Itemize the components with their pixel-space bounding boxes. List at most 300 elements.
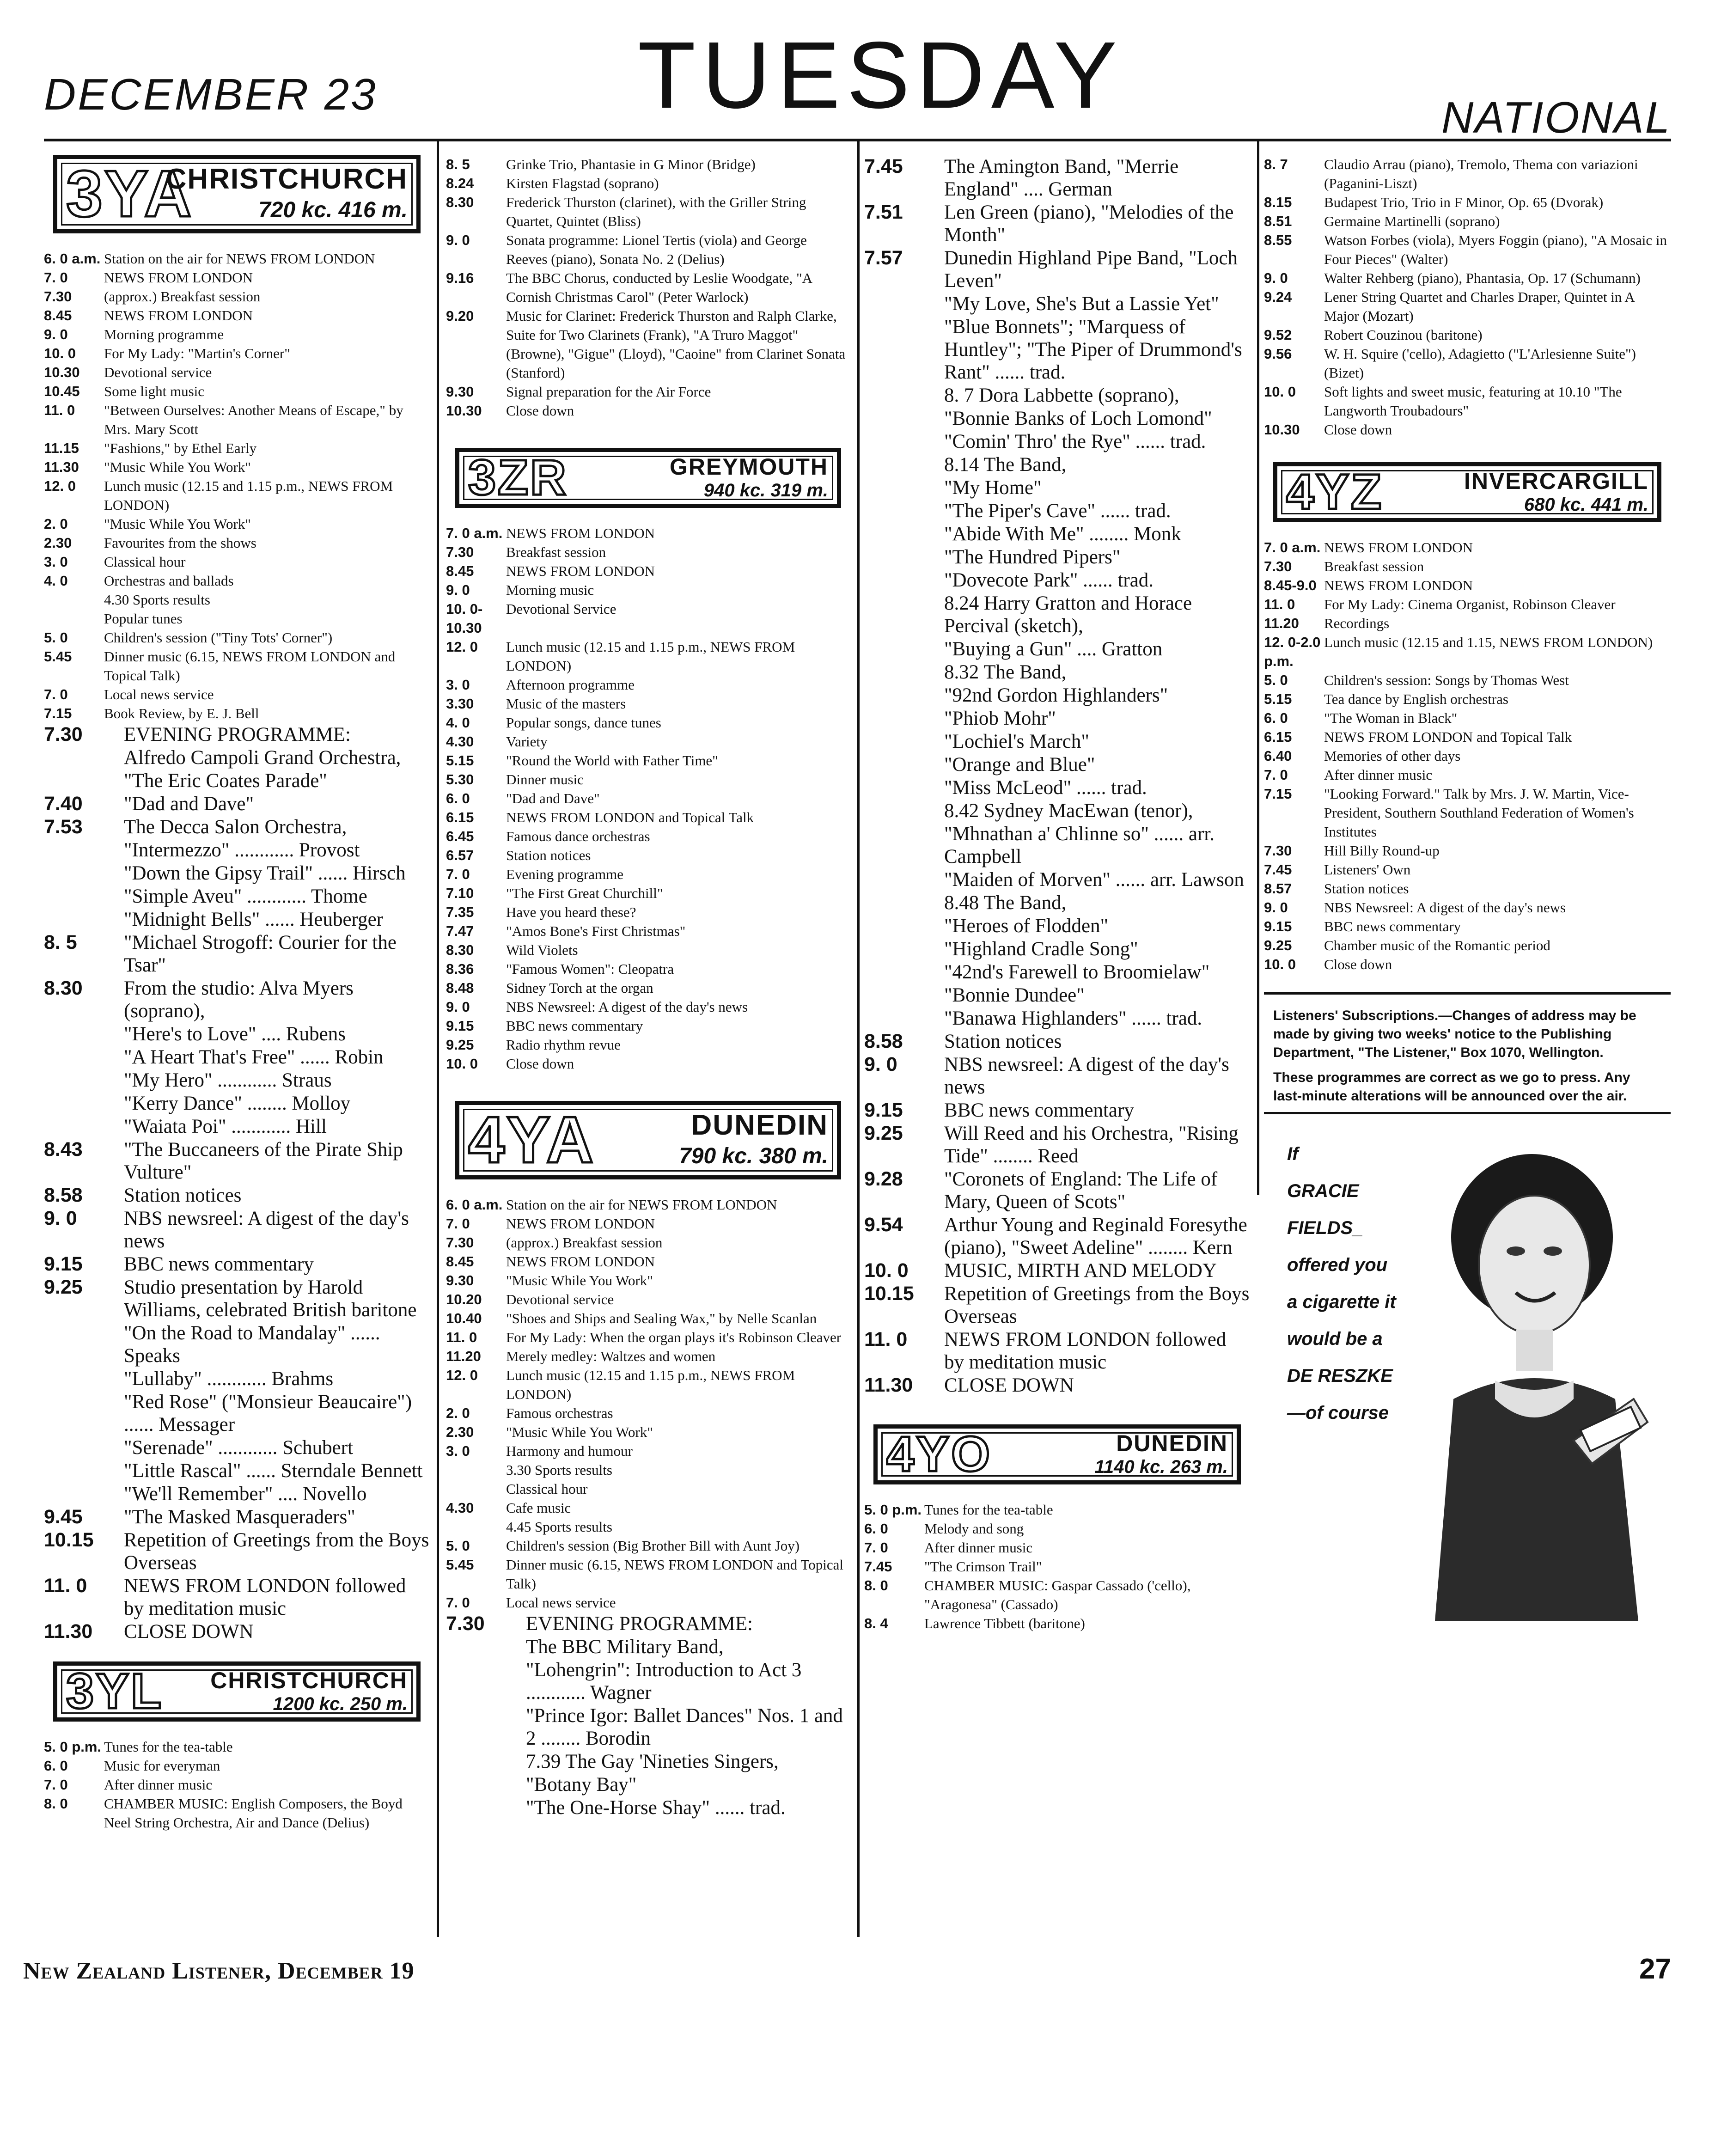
programme-title: Lunch music (12.15 and 1.15 p.m., NEWS FROM LONDON) — [104, 478, 393, 513]
programme-time: 5. 0 — [44, 629, 68, 646]
programme-title: NEWS FROM LONDON — [506, 1253, 655, 1270]
column-divider — [1257, 141, 1259, 1195]
programme-item — [44, 931, 430, 977]
programme-title: CHAMBER MUSIC: Gaspar Cassado ('cello), "Aragonesa" (Cassado) — [924, 1577, 1191, 1612]
programme-title: Studio presentation by Harold Williams, celebrated British baritone — [124, 1276, 417, 1321]
programme-time: 9. 0 — [446, 582, 470, 598]
programme-title: The Decca Salon Orchestra, — [124, 816, 347, 838]
subscriptions-notice — [1264, 1007, 1671, 1105]
programme-item — [446, 694, 850, 713]
programme-title: Lawrence Tibbett (baritone) — [924, 1615, 1085, 1631]
programme-time: 11.30 — [44, 459, 79, 475]
programme-title: "42nd's Farewell to Broomielaw" — [944, 961, 1210, 983]
programme-title: NEWS FROM LONDON — [1324, 539, 1473, 556]
programme-item — [864, 1007, 1250, 1030]
programme-title: Have you heard these? — [506, 904, 636, 920]
programme-title: NEWS FROM LONDON — [104, 269, 253, 286]
programme-time: 7.30 — [44, 723, 83, 745]
programme-time: 9.25 — [864, 1122, 903, 1144]
programme-title: "The First Great Churchill" — [506, 885, 663, 901]
programme-item — [446, 675, 850, 694]
ad-brand: DE RESZKE — [1287, 1366, 1393, 1386]
programme-title: "Bonnie Banks of Loch Lomond" — [944, 408, 1212, 429]
address-notice: Listeners' Subscriptions.—Changes of address may be made by giving two weeks' notice to the Publishing Department, "The Listener," Box 1070, Wellington. — [1273, 1008, 1636, 1060]
programme-title: "Famous Women": Cleopatra — [506, 961, 674, 977]
programme-title: "The Buccaneers of the Pirate Ship Vulture" — [124, 1139, 403, 1183]
station-city: DUNEDIN — [691, 1109, 828, 1141]
programme-title: After dinner music — [1324, 767, 1433, 783]
station-frequency: 720 kc. 416 m. — [258, 198, 408, 222]
programme-time: 8.36 — [446, 961, 474, 977]
programme-title: 3.30 Sports results — [506, 1462, 612, 1478]
programme-title: "The One-Horse Shay" ...... trad. — [526, 1797, 786, 1819]
programme-item — [446, 1773, 850, 1796]
programme-item — [446, 1612, 850, 1635]
programme-title: Devotional Service — [506, 601, 616, 617]
programme-time: 6. 0 — [446, 790, 470, 806]
programme-item — [446, 922, 850, 941]
programme-item — [446, 1460, 850, 1479]
call-sign: 4YA — [468, 1103, 596, 1177]
programme-title: 8.42 Sydney MacEwan (tenor), — [944, 800, 1193, 822]
programme-item — [44, 571, 430, 590]
schedule-4yo-continued — [1264, 155, 1671, 439]
programme-item — [446, 1404, 850, 1423]
programme-item — [44, 770, 430, 792]
programme-title: NBS newsreel: A digest of the day's news — [124, 1208, 409, 1252]
programme-title: Variety — [506, 733, 548, 750]
programme-time: 7.30 — [446, 1612, 485, 1635]
programme-time: 9.25 — [1264, 937, 1292, 953]
programme-time: 6. 0 a.m. — [44, 250, 101, 267]
programme-time: 4.30 — [446, 733, 474, 750]
programme-item — [44, 325, 430, 344]
programme-time: 8.45 — [446, 1253, 474, 1270]
divider — [1264, 992, 1671, 995]
programme-title: Children's session (Big Brother Bill with Aunt Joy) — [506, 1538, 800, 1554]
programme-title: Classical hour — [104, 554, 186, 570]
programme-item — [44, 885, 430, 908]
programme-item — [1264, 671, 1671, 690]
programme-time: 7.30 — [446, 544, 474, 560]
programme-item — [1264, 155, 1671, 193]
programme-title: "Waiata Poi" ............ Hill — [124, 1116, 327, 1137]
programme-item — [44, 1138, 430, 1184]
programme-time: 6. 0 — [44, 1758, 68, 1774]
programme-time: 4. 0 — [44, 573, 68, 589]
programme-item — [446, 1054, 850, 1073]
programme-title: 8.14 The Band, — [944, 454, 1067, 476]
programme-item — [446, 827, 850, 846]
programme-title: "Music While You Work" — [104, 516, 251, 532]
programme-time: 8.30 — [44, 977, 83, 999]
programme-item — [446, 1750, 850, 1773]
programme-item — [44, 1756, 430, 1775]
programme-item — [44, 1368, 430, 1390]
programme-item — [44, 1436, 430, 1459]
programme-time: 5.15 — [1264, 691, 1292, 707]
programme-item — [44, 1322, 430, 1367]
programme-title: For My Lady: When the organ plays it's Robinson Cleaver — [506, 1329, 842, 1345]
station-header-4ya — [446, 1101, 850, 1179]
ad-line: offered you — [1287, 1255, 1388, 1275]
programme-time: 2. 0 — [44, 516, 68, 532]
programme-title: "Banawa Highlanders" ...... trad. — [944, 1008, 1202, 1029]
programme-item — [1264, 860, 1671, 879]
programme-title: Signal preparation for the Air Force — [506, 384, 711, 400]
programme-title: Station notices — [124, 1185, 242, 1206]
schedule-3zr — [446, 524, 850, 1073]
programme-time: 3. 0 — [446, 1443, 470, 1459]
programme-title: Walter Rehberg (piano), Phantasia, Op. 17 (Schumann) — [1324, 270, 1641, 286]
programme-title: Close down — [1324, 956, 1392, 972]
ad-line: If — [1287, 1144, 1299, 1164]
programme-title: Classical hour — [506, 1481, 588, 1497]
programme-title: Will Reed and his Orchestra, "Rising Tide" ........ Reed — [944, 1123, 1239, 1167]
programme-title: Radio rhythm revue — [506, 1037, 621, 1053]
programme-title: Tea dance by English orchestras — [1324, 691, 1508, 707]
programme-title: The Amington Band, "Merrie England" .... German — [944, 156, 1179, 200]
programme-time: 6.40 — [1264, 748, 1292, 764]
programme-item — [864, 1214, 1250, 1259]
programme-time: 6. 0 a.m. — [446, 1197, 503, 1213]
programme-title: NEWS FROM LONDON — [104, 307, 253, 324]
programme-time: 9.30 — [446, 384, 474, 400]
programme-title: "Miss McLeod" ...... trad. — [944, 777, 1147, 799]
programme-title: Tunes for the tea-table — [104, 1739, 233, 1755]
programme-title: Devotional service — [104, 364, 212, 380]
programme-item — [864, 247, 1250, 292]
programme-item — [446, 808, 850, 827]
programme-time: 10. 0 — [864, 1259, 909, 1282]
programme-title: Local news service — [104, 686, 214, 702]
programme-title: "Midnight Bells" ...... Heuberger — [124, 909, 383, 930]
programme-item — [1264, 287, 1671, 325]
programme-item — [44, 1092, 430, 1115]
programme-title: "92nd Gordon Highlanders" — [944, 684, 1168, 706]
programme-title: Len Green (piano), "Melodies of the Month" — [944, 202, 1234, 246]
programme-title: "On the Road to Mandalay" ...... Speaks — [124, 1322, 380, 1367]
programme-item — [446, 382, 850, 401]
programme-time: 9.28 — [864, 1168, 903, 1190]
programme-item — [44, 685, 430, 704]
programme-time: 9. 0 — [446, 999, 470, 1015]
programme-time: 2.30 — [44, 535, 72, 551]
programme-time: 11.15 — [44, 440, 79, 456]
programme-title: "Here's to Love" .... Rubens — [124, 1023, 346, 1045]
programme-title: CLOSE DOWN — [124, 1621, 254, 1643]
programme-time: 5.30 — [446, 771, 474, 788]
programme-time: 9. 0 — [1264, 270, 1288, 286]
programme-item — [44, 977, 430, 1022]
programme-time: 9.16 — [446, 270, 474, 286]
station-frequency: 940 kc. 319 m. — [703, 480, 828, 501]
programme-title: Popular tunes — [104, 611, 183, 627]
programme-item — [446, 193, 850, 231]
programme-title: "My Love, She's But a Lassie Yet" — [944, 293, 1219, 315]
programme-title: Harmony and humour — [506, 1443, 633, 1459]
station-city: CHRISTCHURCH — [165, 163, 408, 195]
programme-title: Music of the masters — [506, 696, 626, 712]
programme-item — [446, 997, 850, 1016]
programme-time: 6. 0 — [1264, 710, 1288, 726]
programme-time: 7.57 — [864, 247, 903, 269]
programme-title: BBC news commentary — [944, 1099, 1134, 1121]
programme-time: 12. 0 — [44, 478, 76, 494]
programme-time: 7.47 — [446, 923, 474, 939]
programme-title: Kirsten Flagstad (soprano) — [506, 175, 659, 191]
programme-title: CHAMBER MUSIC: English Composers, the Boyd Neel String Orchestra, Air and Dance (Delius) — [104, 1796, 403, 1831]
programme-time: 9.15 — [864, 1099, 903, 1121]
programme-title: "Phiob Mohr" — [944, 708, 1056, 729]
programme-item — [44, 1775, 430, 1794]
programme-title: "The Piper's Cave" ...... trad. — [944, 500, 1171, 522]
programme-item — [446, 1271, 850, 1290]
programme-item — [864, 523, 1250, 545]
programme-item — [1264, 633, 1671, 671]
programme-item — [446, 770, 850, 789]
programme-item — [44, 704, 430, 723]
programme-item — [446, 1016, 850, 1035]
programme-title: "Looking Forward." Talk by Mrs. J. W. Martin, Vice-President, Southern Southland Federation of Women's Institutes — [1324, 786, 1634, 840]
ad-line: GRACIE — [1287, 1181, 1359, 1201]
programme-time: 9.15 — [44, 1253, 83, 1275]
programme-title: "Orange and Blue" — [944, 754, 1095, 776]
programme-time: 11.20 — [446, 1348, 481, 1364]
programme-item — [446, 959, 850, 978]
ad-line: a cigarette it — [1287, 1292, 1396, 1312]
call-sign: 3ZR — [468, 449, 568, 505]
programme-title: Merely medley: Waltzes and women — [506, 1348, 716, 1364]
programme-title: For My Lady: "Martin's Corner" — [104, 345, 290, 361]
programme-time: 11. 0 — [1264, 596, 1295, 612]
programme-item — [864, 707, 1250, 730]
programme-item — [44, 458, 430, 476]
programme-item — [44, 1794, 430, 1832]
programme-title: "Lullaby" ............ Brahms — [124, 1368, 334, 1390]
programme-title: NBS Newsreel: A digest of the day's news — [506, 999, 748, 1015]
programme-item — [44, 533, 430, 552]
programme-title: "Lochiel's March" — [944, 731, 1089, 752]
programme-item — [446, 1309, 850, 1328]
call-sign: 3YA — [66, 157, 194, 231]
programme-title: Music for everyman — [104, 1758, 220, 1774]
programme-item — [864, 1259, 1250, 1282]
programme-item — [446, 884, 850, 903]
programme-item — [446, 732, 850, 751]
programme-title: Dinner music — [506, 771, 584, 788]
programme-title: Budapest Trio, Trio in F Minor, Op. 65 (Dvorak) — [1324, 194, 1604, 210]
programme-time: 6.15 — [446, 809, 474, 825]
programme-time: 8.55 — [1264, 232, 1292, 248]
programme-item — [446, 941, 850, 959]
station-city: DUNEDIN — [1116, 1430, 1228, 1456]
programme-item — [864, 1053, 1250, 1099]
programme-item — [1264, 614, 1671, 633]
programme-time: 10. 0-10.30 — [446, 601, 483, 636]
programme-item — [44, 590, 430, 609]
programme-title: BBC news commentary — [1324, 918, 1461, 934]
programme-item — [44, 1460, 430, 1482]
programme-title: BBC news commentary — [506, 1018, 643, 1034]
programme-title: Breakfast session — [1324, 558, 1424, 574]
column-4 — [1264, 155, 1671, 1792]
programme-time: 8.45 — [446, 563, 474, 579]
advertisement-copy — [1287, 1136, 1396, 1431]
programme-item — [446, 306, 850, 382]
programme-item — [864, 938, 1250, 960]
schedule-4yz — [1264, 538, 1671, 974]
programme-title: "My Hero" ............ Straus — [124, 1069, 332, 1091]
programme-item — [446, 1704, 850, 1750]
programme-time: 9. 0 — [44, 1207, 77, 1229]
programme-time: 10.30 — [1264, 421, 1300, 438]
programme-title: "Blue Bonnets"; "Marquess of Huntley"; "The Piper of Drummond's Rant" ...... trad. — [944, 316, 1242, 383]
programme-time: 11. 0 — [44, 402, 75, 418]
programme-item — [44, 1184, 430, 1207]
programme-title: Sonata programme: Lionel Tertis (viola) and George Reeves (piano), Sonata No. 2 (Delius) — [506, 232, 807, 267]
programme-item — [446, 231, 850, 269]
programme-item — [446, 1328, 850, 1347]
programme-title: NBS newsreel: A digest of the day's news — [944, 1054, 1229, 1098]
programme-item — [44, 439, 430, 458]
programme-time: 7.10 — [446, 885, 474, 901]
programme-item — [44, 746, 430, 769]
programme-title: Grinke Trio, Phantasie in G Minor (Bridge) — [506, 156, 756, 172]
station-frequency: 790 kc. 380 m. — [679, 1144, 828, 1168]
programme-title: The BBC Chorus, conducted by Leslie Woodgate, "A Cornish Christmas Carol" (Peter Warlock) — [506, 270, 812, 305]
programme-title: "Between Ourselves: Another Means of Escape," by Mrs. Mary Scott — [104, 402, 403, 437]
programme-title: Robert Couzinou (baritone) — [1324, 327, 1483, 343]
programme-title: "The Woman in Black" — [1324, 710, 1458, 726]
programme-title: "The Hundred Pipers" — [944, 546, 1121, 568]
programme-time: 7. 0 — [44, 686, 68, 702]
programme-title: Recordings — [1324, 615, 1390, 631]
programme-item — [1264, 955, 1671, 974]
programme-item — [446, 1796, 850, 1819]
schedule-3yl-continued — [446, 155, 850, 420]
programme-title: Lunch music (12.15 and 1.15 p.m., NEWS FROM LONDON) — [506, 639, 795, 674]
programme-item — [44, 552, 430, 571]
programme-title: 4.30 Sports results — [104, 592, 210, 608]
programme-item — [446, 269, 850, 306]
call-sign: 4YO — [886, 1426, 992, 1482]
programme-title: "Music While You Work" — [104, 459, 251, 475]
programme-title: Lener String Quartet and Charles Draper, Quintet in A Major (Mozart) — [1324, 289, 1635, 324]
programme-time: 7. 0 a.m. — [1264, 539, 1321, 556]
programme-time: 5.45 — [446, 1557, 474, 1573]
programme-title: Morning music — [506, 582, 594, 598]
programme-item — [446, 978, 850, 997]
programme-time: 10. 0 — [1264, 384, 1296, 400]
programme-title: Claudio Arrau (piano), Tremolo, Thema con variazioni (Paganini-Liszt) — [1324, 156, 1638, 191]
programme-item — [1264, 193, 1671, 212]
programme-time: 6. 0 — [864, 1521, 888, 1537]
programme-title: "Fashions," by Ethel Early — [104, 440, 257, 456]
programme-time: 7. 0 — [446, 866, 470, 882]
programme-time: 10. 0 — [44, 345, 76, 361]
programme-time: 8.30 — [446, 942, 474, 958]
station-header-4yz — [1264, 462, 1671, 522]
programme-time: 9.45 — [44, 1506, 83, 1528]
programme-item — [864, 316, 1250, 384]
programme-title: "Maiden of Morven" ...... arr. Lawson — [944, 869, 1244, 891]
programme-time: 9. 0 — [864, 1053, 897, 1075]
station-city: INVERCARGILL — [1464, 468, 1648, 494]
programme-title: Watson Forbes (viola), Myers Foggin (piano), "A Mosaic in Four Pieces" (Walter) — [1324, 232, 1667, 267]
programme-title: NEWS FROM LONDON — [1324, 577, 1473, 593]
programme-title: The BBC Military Band, — [526, 1636, 724, 1658]
programme-time: 8. 5 — [446, 156, 470, 172]
programme-title: "Simple Aveu" ............ Thome — [124, 886, 367, 907]
programme-item — [44, 609, 430, 628]
programme-title: Some light music — [104, 383, 204, 399]
station-frequency: 1140 kc. 263 m. — [1094, 1457, 1228, 1477]
programme-item — [864, 1538, 1250, 1557]
programme-item — [44, 514, 430, 533]
programme-title: Memories of other days — [1324, 748, 1461, 764]
programme-title: "Down the Gipsy Trail" ...... Hirsch — [124, 862, 406, 884]
programme-time: 5. 0 — [446, 1538, 470, 1554]
programme-title: "Intermezzo" ............ Provost — [124, 839, 360, 861]
programme-time: 7. 0 — [446, 1594, 470, 1611]
programme-item — [864, 500, 1250, 522]
programme-title: Sidney Torch at the organ — [506, 980, 653, 996]
programme-item — [44, 723, 430, 746]
programme-title: Listeners' Own — [1324, 861, 1411, 878]
station-header-3ya — [44, 155, 430, 233]
programme-title: "Abide With Me" ........ Monk — [944, 523, 1181, 545]
programme-item — [446, 1517, 850, 1536]
programme-time: 9.54 — [864, 1214, 903, 1236]
station-header-4yo — [864, 1424, 1250, 1484]
programme-item — [1264, 595, 1671, 614]
programme-item — [864, 1168, 1250, 1213]
programme-item — [864, 1519, 1250, 1538]
programme-item — [864, 430, 1250, 453]
programme-title: Morning programme — [104, 326, 224, 342]
programme-title: (approx.) Breakfast session — [104, 288, 261, 305]
programme-title: "Lohengrin": Introduction to Act 3 ............ Wagner — [526, 1659, 802, 1704]
ad-line: —of course — [1287, 1403, 1389, 1423]
programme-time: 10.30 — [446, 403, 482, 419]
station-frequency: 1200 kc. 250 m. — [273, 1694, 408, 1714]
programme-title: "The Masked Masqueraders" — [124, 1506, 355, 1528]
column-divider — [437, 141, 439, 1937]
programme-title: Chamber music of the Romantic period — [1324, 937, 1550, 953]
programme-time: 11. 0 — [864, 1328, 908, 1350]
programme-title: Famous dance orchestras — [506, 828, 650, 844]
programme-time: 9.25 — [44, 1276, 83, 1298]
programme-item — [44, 1575, 430, 1620]
programme-title: "Music While You Work" — [506, 1272, 653, 1289]
programme-time: 7.45 — [864, 155, 903, 177]
programme-title: "Highland Cradle Song" — [944, 938, 1138, 960]
programme-item — [864, 800, 1250, 822]
programme-title: NBS Newsreel: A digest of the day's news — [1324, 899, 1566, 916]
programme-time: 11.30 — [864, 1374, 913, 1396]
programme-item — [864, 823, 1250, 868]
programme-item — [446, 751, 850, 770]
programme-title: NEWS FROM LONDON and Topical Talk — [506, 809, 754, 825]
programme-item — [446, 1555, 850, 1593]
programme-item — [1264, 879, 1671, 898]
programme-time: 7. 0 — [864, 1539, 888, 1556]
alterations-notice: These programmes are correct as we go to press. Any last-minute alterations will be announced over the air. — [1273, 1070, 1630, 1104]
programme-time: 8.58 — [44, 1184, 83, 1206]
programme-item — [1264, 538, 1671, 557]
programme-title: Cafe music — [506, 1500, 571, 1516]
